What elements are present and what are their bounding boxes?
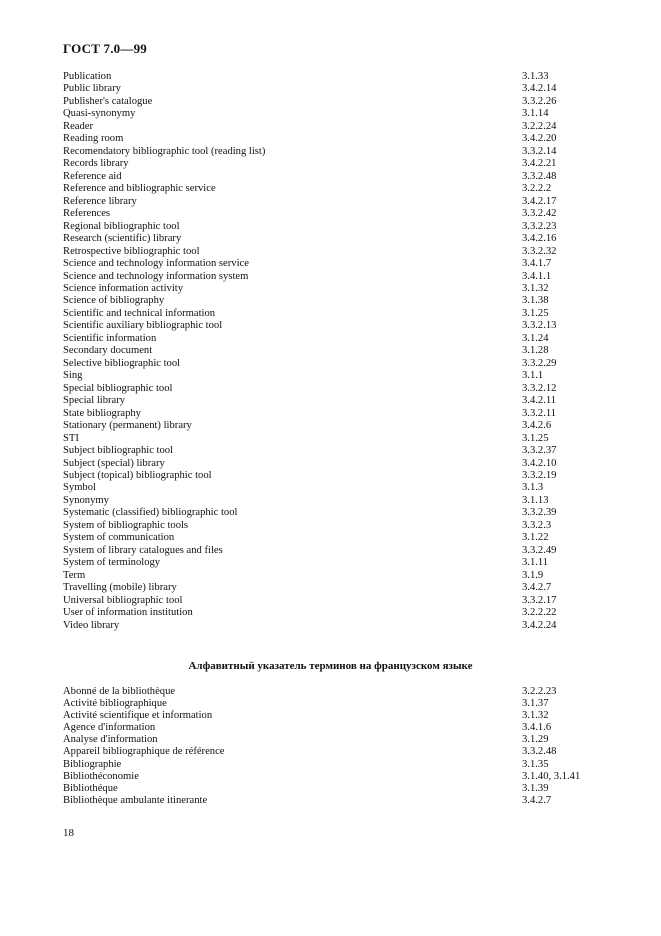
index-term: Subject (special) library (63, 457, 165, 469)
index-entry (63, 507, 603, 519)
index-entry (63, 283, 603, 295)
index-entry (63, 158, 603, 170)
index-term: Records library (63, 158, 129, 170)
index-entry (63, 333, 603, 345)
index-term: Reference aid (63, 170, 122, 182)
index-term: Systematic (classified) bibliographic tool (63, 507, 238, 519)
index-entry (63, 233, 603, 245)
index-term: Reference and bibliographic service (63, 183, 216, 195)
index-term: Universal bibliographic tool (63, 594, 183, 606)
index-entry (63, 221, 603, 233)
index-reference: 3.1.1 (522, 370, 544, 382)
index-entry (63, 345, 603, 357)
index-reference: 3.4.2.6 (522, 420, 552, 432)
index-reference: 3.1.29 (522, 734, 549, 746)
index-reference: 3.1.25 (522, 307, 549, 319)
index-term: Activité bibliographique (63, 698, 167, 710)
index-entry (63, 370, 603, 382)
index-term: Scientific auxiliary bibliographic tool (63, 320, 223, 332)
index-term: Public library (63, 83, 121, 95)
index-reference: 3.1.33 (522, 71, 549, 82)
index-entry (63, 208, 603, 220)
index-term: Publication (63, 71, 112, 82)
index-term: System of communication (63, 532, 175, 544)
index-term: Scientific information (63, 332, 157, 344)
index-entry (63, 320, 603, 332)
document-header: ГОСТ 7.0—99 (63, 41, 147, 56)
index-entry (63, 698, 603, 710)
index-entry (63, 295, 603, 307)
index-term: Research (scientific) library (63, 233, 182, 245)
index-term: Reference library (63, 195, 137, 207)
index-reference: 3.1.38 (522, 295, 549, 307)
index-reference: 3.4.2.11 (522, 395, 557, 407)
index-term: Term (63, 569, 86, 581)
index-reference: 3.1.11 (522, 557, 549, 569)
index-reference: 3.4.1.7 (522, 258, 552, 270)
index-reference: 3.4.2.14 (522, 83, 557, 95)
index-reference: 3.1.14 (522, 108, 549, 120)
index-entry (63, 759, 603, 771)
index-term: Scientific and technical information (63, 307, 216, 319)
index-term: Synonymy (63, 494, 109, 506)
index-term: User of information institution (63, 607, 193, 619)
index-reference: 3.3.2.23 (522, 220, 557, 232)
index-entry (63, 445, 603, 457)
index-entry (63, 408, 603, 420)
index-term: Quasi-synonymy (63, 108, 136, 120)
index-term: Secondary document (63, 345, 153, 357)
index-term: System of library catalogues and files (63, 544, 223, 556)
index-reference: 3.1.9 (522, 569, 544, 581)
index-reference: 3.3.2.13 (522, 320, 557, 332)
index-entry (63, 607, 603, 619)
index-reference: 3.4.2.17 (522, 195, 557, 207)
index-entry (63, 686, 603, 698)
index-entry (63, 557, 603, 569)
index-term: Subject bibliographic tool (63, 445, 174, 457)
index-reference: 3.1.39 (522, 782, 549, 794)
index-entry (63, 595, 603, 607)
index-term: Reading room (63, 133, 124, 145)
index-entry (63, 83, 603, 95)
index-entry (63, 570, 603, 582)
index-reference: 3.3.2.3 (522, 519, 552, 531)
index-reference: 3.4.2.7 (522, 582, 552, 594)
index-entry (63, 121, 603, 133)
index-term: Abonné de la bibliothèque (63, 686, 176, 697)
index-entry (63, 271, 603, 283)
index-term: Agence d'information (63, 722, 156, 734)
index-reference: 3.1.28 (522, 345, 549, 357)
index-reference: 3.3.2.39 (522, 507, 557, 519)
index-reference: 3.4.2.21 (522, 158, 557, 170)
index-term: Subject (topical) bibliographic tool (63, 470, 212, 481)
index-reference: 3.1.25 (522, 432, 549, 444)
index-term: System of bibliographic tools (63, 519, 189, 531)
index-reference: 3.2.2.23 (522, 686, 557, 697)
index-entry (63, 482, 603, 494)
index-entry (63, 108, 603, 120)
index-term: Bibliothèque ambulante itinerante (63, 794, 208, 806)
index-term: Selective bibliographic tool (63, 357, 181, 369)
french-index-heading: Алфавитный указатель терминов на французском языке (188, 660, 473, 672)
index-term: State bibliography (63, 407, 141, 419)
index-reference: 3.3.2.17 (522, 594, 557, 606)
index-term: Bibliothéconomie (63, 770, 139, 782)
index-reference: 3.3.2.26 (522, 95, 557, 107)
index-entry (63, 722, 603, 734)
index-entry (63, 734, 603, 746)
french-term-index (63, 686, 603, 807)
page-number: 18 (63, 827, 74, 839)
index-reference: 3.3.2.32 (522, 245, 557, 257)
index-entry (63, 420, 603, 432)
index-reference: 3.4.2.10 (522, 457, 557, 469)
index-term: Special library (63, 395, 126, 407)
index-entry (63, 183, 603, 195)
index-entry (63, 395, 603, 407)
index-term: Travelling (mobile) library (63, 582, 177, 594)
english-term-index (63, 71, 603, 632)
index-term: Science and technology information service (63, 258, 249, 270)
index-reference: 3.1.37 (522, 698, 549, 710)
index-entry (63, 470, 603, 482)
index-entry (63, 433, 603, 445)
index-term: Symbol (63, 482, 96, 494)
index-entry (63, 146, 603, 158)
index-reference: 3.3.2.14 (522, 145, 557, 157)
index-entry (63, 620, 603, 632)
index-term: Retrospective bibliographic tool (63, 245, 200, 257)
index-entry (63, 96, 603, 108)
index-term: Publisher's catalogue (63, 95, 153, 107)
index-reference: 3.2.2.22 (522, 607, 557, 619)
index-reference: 3.3.2.11 (522, 407, 557, 419)
index-entry (63, 171, 603, 183)
index-reference: 3.3.2.19 (522, 470, 557, 481)
index-entry (63, 795, 603, 807)
index-entry (63, 246, 603, 258)
index-entry (63, 358, 603, 370)
index-term: Appareil bibliographique de référence (63, 746, 225, 758)
index-term: Special bibliographic tool (63, 382, 173, 394)
index-term: STI (63, 432, 79, 444)
index-term: Science information activity (63, 282, 184, 294)
index-entry (63, 746, 603, 758)
index-reference: 3.3.2.12 (522, 382, 557, 394)
index-entry (63, 308, 603, 320)
index-term: Bibliothéque (63, 782, 118, 794)
index-reference: 3.1.3 (522, 482, 544, 494)
index-term: Sing (63, 370, 83, 382)
index-entry (63, 258, 603, 270)
index-term: Reader (63, 120, 93, 132)
index-reference: 3.2.2.24 (522, 120, 557, 132)
index-entry (63, 196, 603, 208)
index-reference: 3.4.1.1 (522, 270, 552, 282)
index-entry (63, 495, 603, 507)
index-reference: 3.3.2.49 (522, 544, 557, 556)
index-reference: 3.1.32 (522, 282, 549, 294)
index-term: Bibliographie (63, 758, 122, 770)
index-reference: 3.1.22 (522, 532, 549, 544)
index-term: Regional bibliographic tool (63, 220, 180, 232)
index-reference: 3.1.32 (522, 710, 549, 722)
index-entry (63, 133, 603, 145)
index-term: Recomendatory bibliographic tool (reading list) (63, 145, 266, 157)
index-term: Science of bibliography (63, 295, 165, 307)
index-reference: 3.4.2.24 (522, 619, 557, 631)
index-entry (63, 545, 603, 557)
index-entry (63, 520, 603, 532)
index-entry (63, 71, 603, 83)
index-reference: 3.3.2.42 (522, 208, 557, 220)
index-term: Stationary (permanent) library (63, 420, 192, 432)
index-term: Video library (63, 619, 120, 631)
index-reference: 3.1.35 (522, 758, 549, 770)
index-reference: 3.1.13 (522, 494, 549, 506)
index-term: System of terminology (63, 557, 161, 569)
index-reference: 3.4.2.20 (522, 133, 557, 145)
index-entry (63, 771, 603, 783)
index-reference: 3.1.40, 3.1.41 (522, 770, 581, 782)
index-term: Analyse d'information (63, 734, 158, 746)
index-entry (63, 458, 603, 470)
index-reference: 3.4.1.6 (522, 722, 552, 734)
index-reference: 3.1.24 (522, 332, 549, 344)
index-entry (63, 383, 603, 395)
index-entry (63, 532, 603, 544)
index-reference: 3.3.2.48 (522, 746, 557, 758)
index-entry (63, 783, 603, 795)
index-term: Science and technology information system (63, 270, 249, 282)
index-reference: 3.3.2.37 (522, 445, 557, 457)
index-reference: 3.4.2.16 (522, 233, 557, 245)
index-reference: 3.4.2.7 (522, 794, 552, 806)
index-reference: 3.3.2.48 (522, 170, 557, 182)
index-reference: 3.3.2.29 (522, 357, 557, 369)
index-reference: 3.2.2.2 (522, 183, 552, 195)
index-entry (63, 710, 603, 722)
index-term: References (63, 208, 111, 220)
index-entry (63, 582, 603, 594)
index-term: Activité scientifique et information (63, 710, 213, 722)
